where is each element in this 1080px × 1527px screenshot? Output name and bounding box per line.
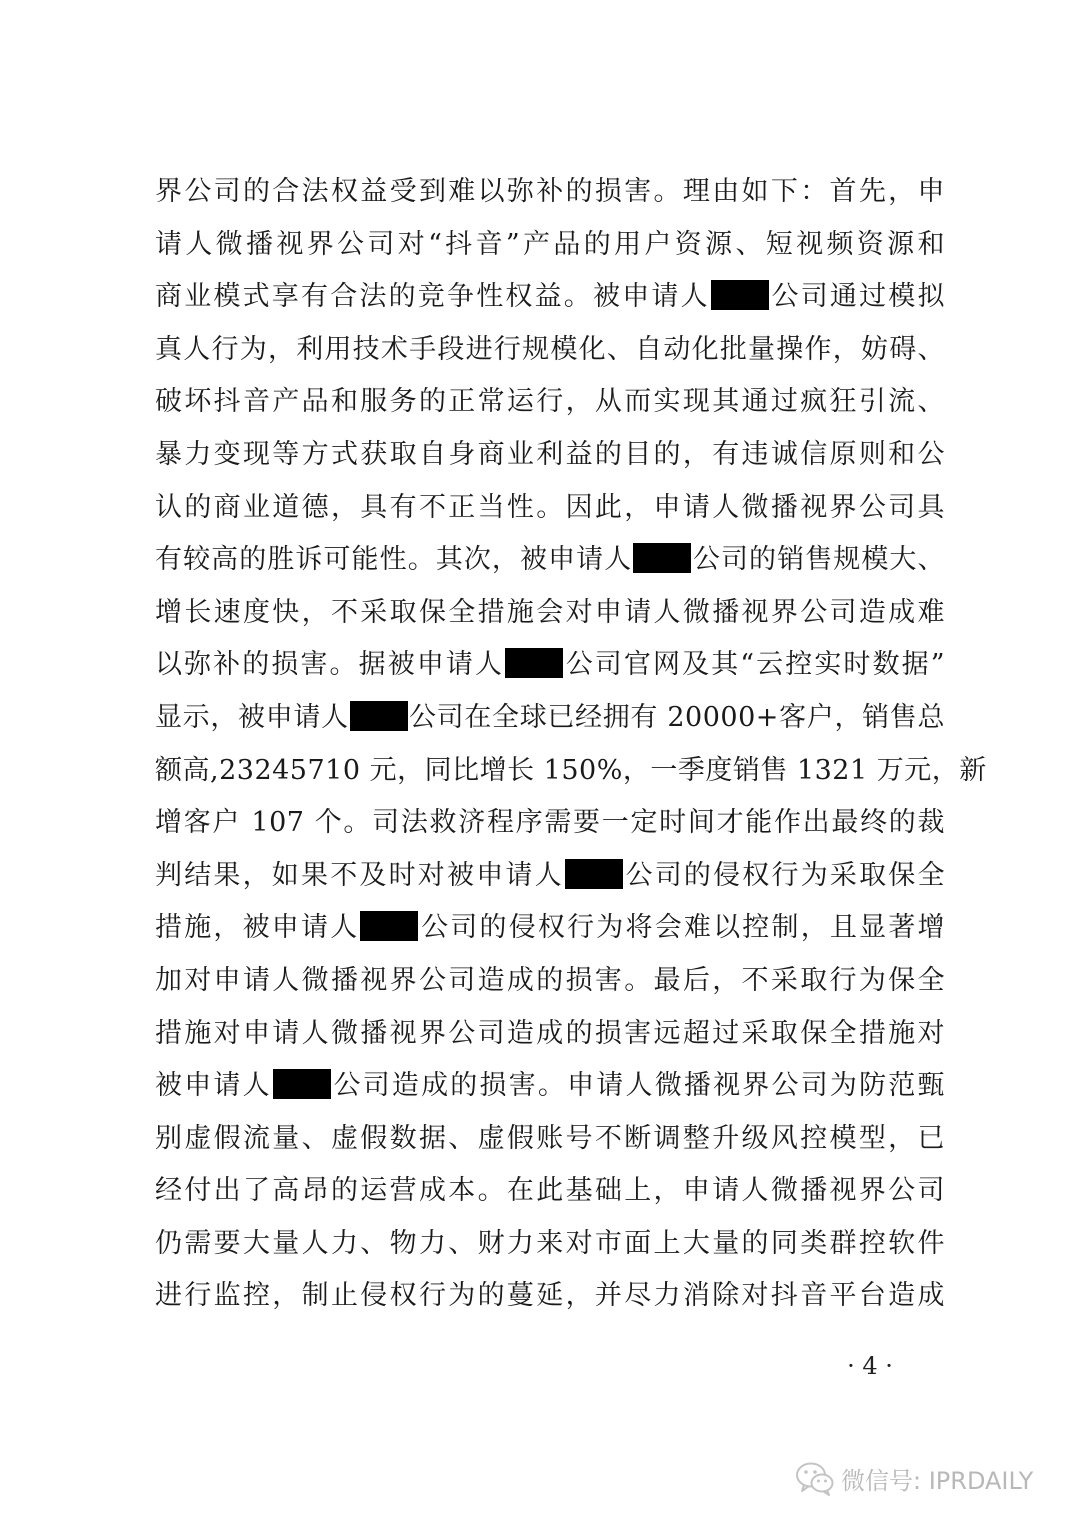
redaction-block [273,1069,331,1099]
redaction-block [350,701,408,731]
redaction-block [633,543,691,573]
watermark [795,1455,1033,1501]
text-segment: 措施，被申请人 [155,912,360,944]
text-segment: 公司官网及其“云控实时数据” [564,649,946,681]
text-segment: 公司通过模拟 [769,281,946,313]
text-segment: 公司的侵权行为采取保全 [623,859,946,891]
text-line: 破坏抖音产品和服务的正常运行，从而实现其通过疯狂引流、 [155,386,945,418]
text-line: 请人微播视界公司对“抖音”产品的用户资源、短视频资源和 [155,228,945,260]
text-line: 经付出了高昂的运营成本。在此基础上，申请人微播视界公司 [155,1175,945,1207]
text-line: 措施对申请人微播视界公司造成的损害远超过采取保全措施对 [155,1017,945,1049]
text-segment: 商业模式享有合法的竞争性权益。被申请人 [155,281,710,313]
text-line: 增长速度快，不采取保全措施会对申请人微播视界公司造成难 [155,596,945,628]
text-line [155,902,945,955]
text-segment: 显示，被申请人 [155,701,349,733]
text-line: 增客户 107 个。司法救济程序需要一定时间才能作出最终的裁 [155,807,945,839]
text-line: 认的商业道德，具有不正当性。因此，申请人微播视界公司具 [155,491,945,523]
redaction-block [711,280,769,310]
text-segment: 有较高的胜诉可能性。其次，被申请人 [155,544,633,576]
redaction-block [360,911,418,941]
body-text [155,166,987,1323]
text-segment: 判结果，如果不及时对被申请人 [155,859,564,891]
text-line: 额高,23245710 元，同比增长 150%，一季度销售 1321 万元，新 [155,754,987,786]
text-line: 界公司的合法权益受到难以弥补的损害。理由如下：首先，申 [155,176,945,207]
text-line: 别虚假流量、虚假数据、虚假账号不断调整升级风控模型，已 [155,1122,945,1154]
redaction-block [505,648,563,678]
text-segment: 以弥补的损害。据被申请人 [155,649,505,681]
text-segment: 公司的销售规模大、 [692,544,946,576]
text-segment: 公司造成的损害。申请人微播视界公司为防范甄 [331,1070,946,1102]
text-line: 仍需要大量人力、物力、财力来对市面上大量的同类群控软件 [155,1227,945,1259]
redaction-block [565,859,623,889]
text-line [155,639,945,692]
page-number: · 4 · [847,1352,893,1380]
watermark-text: 微信号: IPRDAILY [841,1466,1034,1495]
text-line: 暴力变现等方式获取自身商业利益的目的，有违诚信原则和公 [155,438,945,470]
text-segment: 被申请人 [155,1070,272,1102]
wechat-icon [795,1460,835,1496]
text-segment: 公司的侵权行为将会难以控制，且显著增 [419,912,946,944]
text-line: 进行监控，制止侵权行为的蔓延，并尽力消除对抖音平台造成 [155,1280,945,1312]
text-segment: 公司在全球已经拥有 20000+客户，销售总 [408,701,945,733]
text-line [155,850,945,903]
text-line [155,692,945,745]
text-line: 加对申请人微播视界公司造成的损害。最后，不采取行为保全 [155,964,945,996]
text-line [155,271,945,324]
text-line [155,534,945,587]
text-line [155,1060,945,1113]
text-line: 真人行为，利用技术手段进行规模化、自动化批量操作，妨碍、 [155,333,945,365]
